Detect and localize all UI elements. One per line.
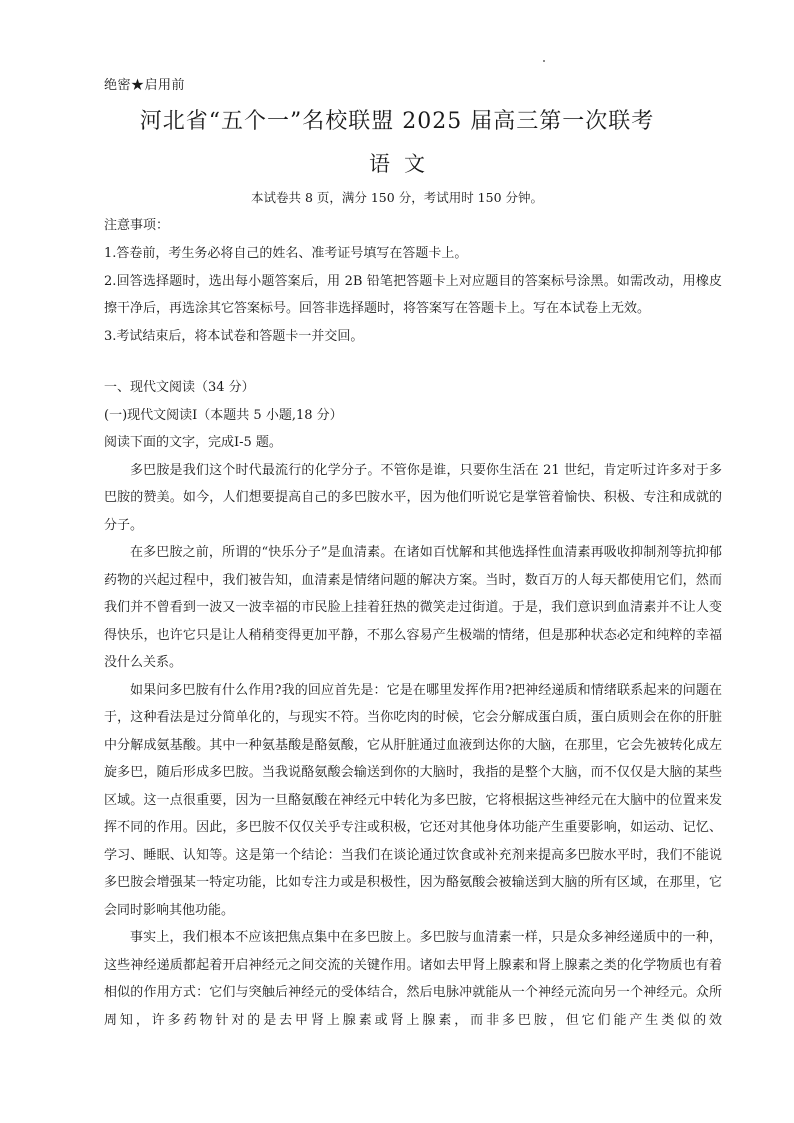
exam-title: 河北省“五个一”名校联盟 2025 届高三第一次联考: [139, 109, 655, 134]
section-instruction: 阅读下面的文字，完成Ⅰ-5 题。: [104, 435, 282, 450]
notice-item: 2.回答选择题时，选出每小题答案后，用 2B 铅笔把答题卡上对应题目的答案标号涂黑。如需改动，用橡皮擦干净后，再选涂其它答案标号。回答非选择题时，将答案写在答题卡上。写在本试卷上无效。: [104, 273, 722, 316]
passage-paragraph: 多巴胺是我们这个时代最流行的化学分子。不管你是谁，只要你生活在 21 世纪，肯定听过许多对于多巴胺的赞美。如今，人们想要提高自己的多巴胺水平，因为他们听说它是掌管着愉快、积极、专注和成就的分子。: [104, 462, 722, 533]
passage-paragraph: 如果问多巴胺有什么作用?我的回应首先是：它是在哪里发挥作用?把神经递质和情绪联系起来的问题在于，这种看法是过分简单化的，与现实不符。当你吃肉的时候，它会分解成蛋白质，蛋白质则会在你的肝脏中分解成氨基酸。其中一种氨基酸是酪氨酸，它从肝脏通过血液到达你的大脑，在那里，它会先被转化成左旋多巴，随后形成多巴胺。当我说酪氨酸会输送到你的大脑时，我指的是整个大脑，而不仅仅是大脑的某些区域。这一点很重要，因为一旦酪氨酸在神经元中转化为多巴胺，它将根据这些神经元在大脑中的位置来发挥不同的作用。因此，多巴胺不仅仅关乎专注或积极，它还对其他身体功能产生重要影响，如运动、记忆、学习、睡眠、认知等。这是第一个结论：当我们在谈论通过饮食或补充剂来提高多巴胺水平时，我们不能说多巴胺会增强某一特定功能，比如专注力或是积极性，因为酪氨酸会被输送到大脑的所有区域，在那里，它会同时影响其他功能。: [104, 682, 722, 918]
notice-item: 3.考试结束后，将本试卷和答题卡一并交回。: [104, 328, 364, 344]
subject-title: 语文: [369, 152, 439, 176]
passage-paragraph: 事实上，我们根本不应该把焦点集中在多巴胺上。多巴胺与血清素一样，只是众多神经递质中的一种，这些神经递质都起着开启神经元之间交流的关键作用。诸如去甲肾上腺素和肾上腺素之类的化学物质也有着相似的作用方式：它们与突触后神经元的受体结合，然后电脉冲就能从一个神经元流向另一个神经元。众所周知，许多药物针对的是去甲肾上腺素或肾上腺素，而非多巴胺，但它们能产生类似的效: [104, 930, 722, 1028]
passage-paragraph: 在多巴胺之前，所谓的“快乐分子”是血清素。在诸如百忧解和其他选择性血清素再吸收抑制剂等抗抑郁药物的兴起过程中，我们被告知，血清素是情绪问题的解决方案。当时，数百万的人每天都使用它们，然而我们并不曾看到一波又一波幸福的市民脸上挂着狂热的微笑走过街道。于是，我们意识到血清素并不让人变得快乐，也许它只是让人稍稍变得更加平静，不那么容易产生极端的情绪，但是那种状态必定和纯粹的幸福没什么关系。: [104, 545, 722, 670]
secret-label: 绝密★启用前: [104, 78, 186, 93]
scan-speck: [543, 60, 545, 62]
notice-item: 1.答卷前，考生务必将自己的姓名、准考证号填写在答题卡上。: [104, 246, 468, 261]
notice-list: [104, 240, 722, 350]
section-heading: 一、现代文阅读（34 分）: [104, 380, 255, 395]
section-subheading: (一)现代文阅读Ⅰ（本题共 5 小题,18 分）: [104, 407, 343, 423]
reading-section: [104, 374, 722, 1034]
notice-title: 注意事项：: [104, 218, 170, 233]
paper-info: 本试卷共 8 页，满分 150 分，考试用时 150 分钟。: [250, 190, 543, 205]
